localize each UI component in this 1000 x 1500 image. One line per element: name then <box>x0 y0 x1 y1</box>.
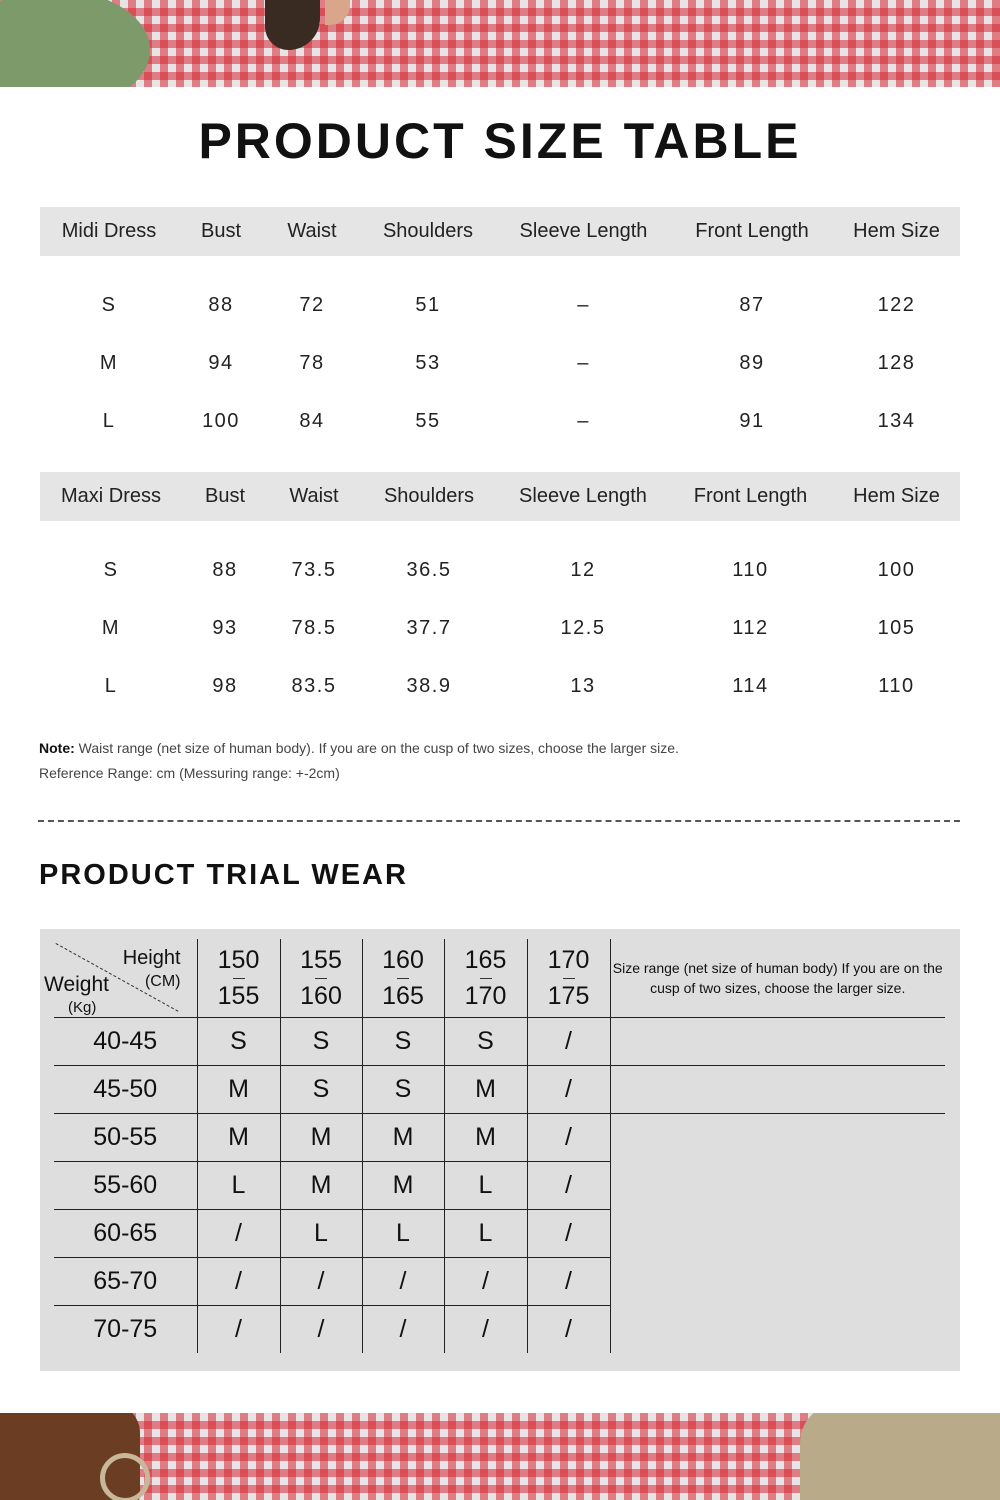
header-cell: Bust <box>178 207 264 256</box>
size-cell: S <box>197 1018 280 1066</box>
weight-label: Weight <box>44 973 109 996</box>
size-cell: / <box>527 1114 610 1162</box>
table-cell: 122 <box>877 293 916 316</box>
table-cell: 100 <box>202 409 240 432</box>
size-cell: S <box>362 1066 444 1114</box>
header-cell: Midi Dress <box>40 207 178 256</box>
trial-wear-title: PRODUCT TRIAL WEAR <box>39 859 408 891</box>
table-cell: 134 <box>877 409 916 432</box>
product-photo-bottom <box>0 1413 1000 1500</box>
size-cell: M <box>444 1114 527 1162</box>
size-cell: / <box>362 1258 444 1306</box>
weight-range: 55-60 <box>54 1162 197 1210</box>
size-cell: / <box>527 1066 610 1114</box>
weight-range: 70-75 <box>93 1315 158 1343</box>
size-cell: S <box>444 1018 527 1066</box>
table-cell: S <box>103 558 119 581</box>
size-cell: L <box>197 1162 280 1210</box>
size-cell: L <box>280 1210 362 1258</box>
size-cell: / <box>362 1306 444 1354</box>
size-cell: M <box>280 1114 362 1162</box>
table-cell: 12 <box>570 558 596 581</box>
size-cell: / <box>280 1258 362 1306</box>
size-cell: M <box>280 1162 362 1210</box>
height-range-header: 155 160 <box>280 939 362 1018</box>
table-cell: 83.5 <box>291 674 337 697</box>
height-label: Height <box>122 947 181 969</box>
header-cell: Waist <box>264 207 360 256</box>
table-cell: 128 <box>877 351 916 374</box>
table-cell: S <box>101 293 117 316</box>
size-cell: / <box>444 1306 527 1354</box>
model-skin-shape <box>325 0 350 25</box>
header-cell: Shoulders <box>360 207 496 256</box>
table-cell: 91 <box>739 409 765 432</box>
header-cell: Bust <box>182 472 268 521</box>
size-cell: / <box>527 1306 610 1354</box>
maxi-size-table <box>40 472 960 715</box>
table-row <box>40 541 960 599</box>
table-cell: 110 <box>732 558 769 581</box>
table-cell: 13 <box>570 674 596 697</box>
ground-shape <box>800 1413 1000 1500</box>
weight-unit: (Kg) <box>68 999 97 1016</box>
table-cell: 88 <box>208 293 234 316</box>
header-cell: Hem Size <box>833 472 960 521</box>
table-row <box>40 392 960 450</box>
trial-row <box>54 1066 945 1114</box>
size-cell: / <box>197 1210 280 1258</box>
header-cell: Hem Size <box>833 207 960 256</box>
table-cell: 93 <box>212 616 238 639</box>
trial-row <box>54 1018 945 1066</box>
table-header-row <box>40 472 960 521</box>
page-title: PRODUCT SIZE TABLE <box>198 113 802 169</box>
size-cell: / <box>444 1258 527 1306</box>
weight-range: 65-70 <box>54 1258 197 1306</box>
table-cell: 88 <box>212 558 238 581</box>
product-photo-top <box>0 0 1000 87</box>
size-cell: S <box>280 1018 362 1066</box>
table-header-row <box>40 207 960 256</box>
table-cell: L <box>104 674 118 697</box>
table-row <box>40 657 960 715</box>
bag-ring-shape <box>100 1453 150 1500</box>
table-cell: 114 <box>732 674 769 697</box>
size-cell: L <box>444 1162 527 1210</box>
table-cell: L <box>102 409 116 432</box>
table-cell: – <box>577 293 590 316</box>
note-text: Waist range (net size of human body). If you are on the cusp of two sizes, choose the larger size. <box>74 740 679 756</box>
size-cell: S <box>280 1066 362 1114</box>
weight-range: 40-45 <box>54 1018 197 1066</box>
table-cell: 98 <box>212 674 238 697</box>
table-cell: 94 <box>208 351 234 374</box>
height-range-header: 165 170 <box>444 939 527 1018</box>
trial-side-note: Size range (net size of human body) If you are on the cusp of two sizes, choose the larger size. <box>610 939 945 1018</box>
table-cell: M <box>101 616 121 639</box>
header-cell: Sleeve Length <box>498 472 668 521</box>
table-row <box>40 334 960 392</box>
table-row <box>40 599 960 657</box>
table-cell: 100 <box>877 558 916 581</box>
trial-row <box>54 1114 945 1162</box>
trial-wear-table <box>44 939 945 1353</box>
table-cell: 89 <box>739 351 765 374</box>
table-cell: 73.5 <box>291 558 337 581</box>
reference-range: Reference Range: cm (Messuring range: +-2cm) <box>39 765 340 781</box>
size-cell: M <box>444 1066 527 1114</box>
foliage-shape <box>0 0 150 87</box>
size-cell: L <box>362 1210 444 1258</box>
table-cell: 37.7 <box>406 616 452 639</box>
table-cell: 72 <box>299 293 325 316</box>
size-cell: M <box>197 1114 280 1162</box>
table-cell: 12.5 <box>560 616 606 639</box>
table-cell: 38.9 <box>406 674 452 697</box>
weight-range: 60-65 <box>54 1210 197 1258</box>
size-cell: / <box>527 1018 610 1066</box>
note-label: Note: <box>39 740 75 756</box>
size-notes <box>39 736 679 786</box>
size-cell: / <box>527 1210 610 1258</box>
header-cell: Front Length <box>671 207 833 256</box>
header-cell: Front Length <box>668 472 833 521</box>
table-cell: 112 <box>732 616 769 639</box>
trial-header-row <box>54 939 945 1018</box>
table-row <box>40 276 960 334</box>
size-cell: M <box>197 1066 280 1114</box>
size-cell: / <box>197 1306 280 1354</box>
weight-range: 50-55 <box>54 1114 197 1162</box>
header-cell: Shoulders <box>360 472 498 521</box>
table-cell: 87 <box>739 293 765 316</box>
header-cell: Maxi Dress <box>40 472 182 521</box>
corner-header <box>44 939 197 1018</box>
table-cell: 53 <box>415 351 441 374</box>
size-cell: M <box>362 1162 444 1210</box>
header-cell: Waist <box>268 472 360 521</box>
weight-range: 45-50 <box>54 1066 197 1114</box>
height-unit: (CM) <box>144 973 181 990</box>
model-hair-shape <box>265 0 320 50</box>
height-range-header: 160 165 <box>362 939 444 1018</box>
table-cell: 36.5 <box>406 558 452 581</box>
size-cell: / <box>527 1162 610 1210</box>
table-cell: 78 <box>299 351 325 374</box>
table-cell: – <box>577 351 590 374</box>
table-cell: 110 <box>878 674 915 697</box>
table-cell: 55 <box>415 409 441 432</box>
size-cell: / <box>527 1258 610 1306</box>
table-cell: 84 <box>299 409 325 432</box>
table-cell: 105 <box>877 616 916 639</box>
height-range-header: 170 175 <box>527 939 610 1018</box>
size-cell: / <box>197 1258 280 1306</box>
header-cell: Sleeve Length <box>496 207 671 256</box>
table-cell: 78.5 <box>291 616 337 639</box>
size-cell: S <box>362 1018 444 1066</box>
table-cell: M <box>99 351 119 374</box>
size-cell: / <box>280 1306 362 1354</box>
height-range-header: 150 155 <box>197 939 280 1018</box>
size-cell: L <box>444 1210 527 1258</box>
midi-size-table <box>40 207 960 450</box>
table-cell: – <box>577 409 590 432</box>
note-line <box>39 736 679 761</box>
trial-wear-panel <box>40 929 960 1371</box>
table-cell: 51 <box>415 293 441 316</box>
size-cell: M <box>362 1114 444 1162</box>
dashed-divider <box>38 820 960 822</box>
